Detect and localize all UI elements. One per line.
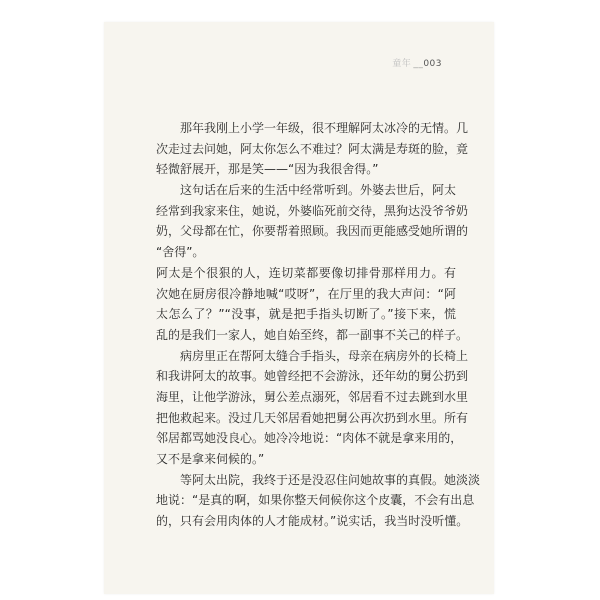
book-page xyxy=(104,22,494,594)
text-line: 地说：“是真的啊，如果你整天伺候你这个皮囊，不会有出息 xyxy=(156,493,475,508)
text-line: 次她在厨房很冷静地喊“哎呀”，在厅里的我大声问：“阿 xyxy=(156,286,456,301)
text-line: 那年我刚上小学一年级，很不理解阿太冰冷的无情。几 xyxy=(180,121,469,135)
text-line: 太怎么了？”“没事，就是把手指头切断了。”接下来，慌 xyxy=(156,307,456,322)
text-line: 把他救起来。没过几天邻居看她把舅公再次扔到水里。所有 xyxy=(156,410,469,425)
running-header xyxy=(392,56,442,69)
text-line: 乱的是我们一家人，她自始至终，都一副事不关己的样子。 xyxy=(156,327,469,342)
page-body-text xyxy=(156,118,481,532)
text-line: 次走过去问她，阿太你怎么不难过？阿太满是寿斑的脸，竟 xyxy=(156,141,469,156)
text-line: 阿太是个很狠的人，连切菜都要像切排骨那样用力。有 xyxy=(156,265,456,280)
page-number: 003 xyxy=(423,59,442,69)
text-line: 轻微舒展开，那是笑——“因为我很舍得。” xyxy=(156,162,379,177)
header-rule: __ xyxy=(413,59,424,69)
text-line: “舍得”。 xyxy=(156,245,205,260)
text-line: 经常到我家来住，她说，外婆临死前交待，黑狗达没爷爷奶 xyxy=(156,203,469,218)
text-line: 又不是拿来伺候的。” xyxy=(156,452,265,466)
text-line: 和我讲阿太的故事。她曾经把不会游泳，还年幼的舅公扔到 xyxy=(156,369,469,384)
text-line: 病房里正在帮阿太缝合手指头，母亲在病房外的长椅上 xyxy=(180,348,469,363)
text-line: 海里，让他学游泳，舅公差点溺死，邻居看不过去跳到水里 xyxy=(156,389,469,404)
text-line: 等阿太出院，我终于还是没忍住问她故事的真假。她淡淡 xyxy=(180,472,481,487)
text-line: 邻居都骂她没良心。她冷冷地说：“肉体不就是拿来用的， xyxy=(156,431,463,446)
text-line: 的，只有会用肉体的人才能成材。”说实话，我当时没听懂。 xyxy=(156,514,469,529)
text-line: 奶，父母都在忙，你要帮着照顾。我因而更能感受她所谓的 xyxy=(156,224,469,239)
section-title: 童年 xyxy=(392,59,412,69)
text-line: 这句话在后来的生活中经常听到。外婆去世后，阿太 xyxy=(180,183,457,198)
